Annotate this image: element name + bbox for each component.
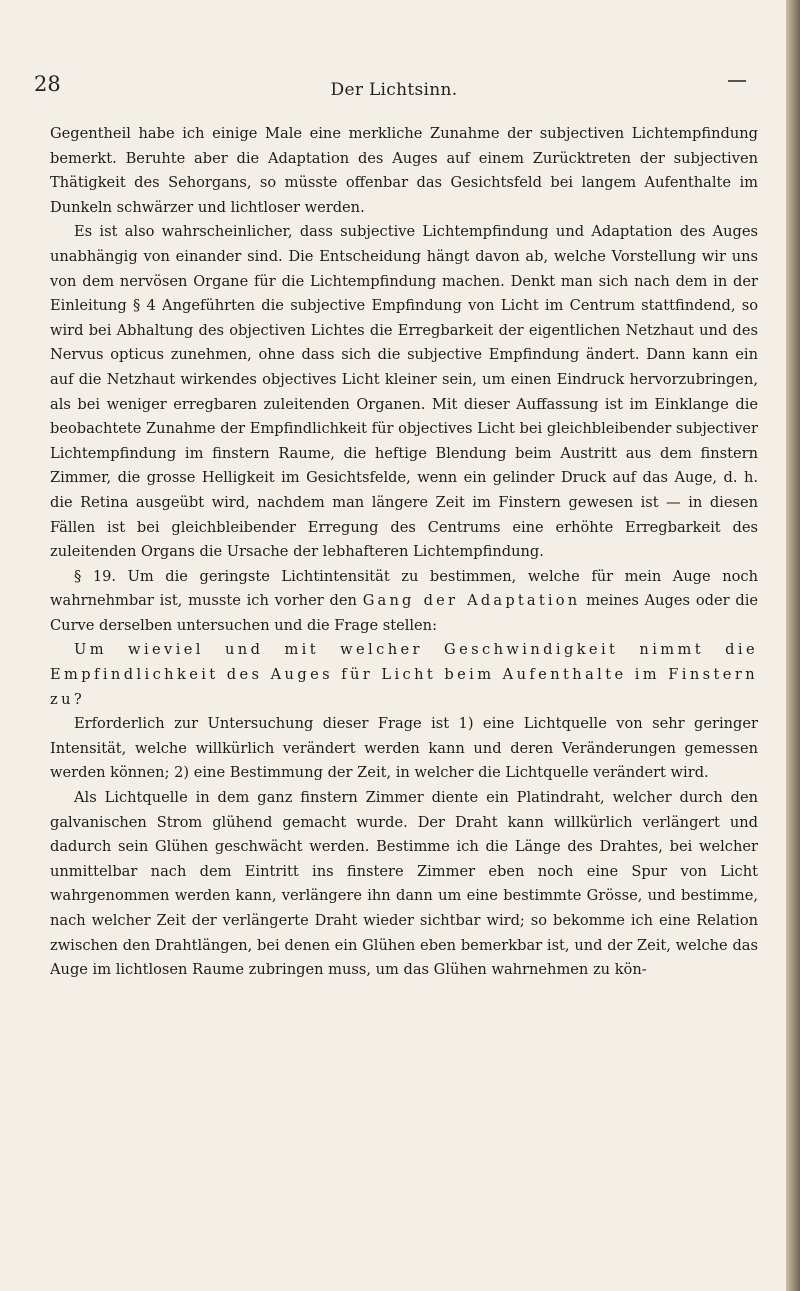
paragraph-requirements: Erforderlich zur Untersuchung dieser Frage ist 1) eine Lichtquelle von sehr geringer Intensität, welche willkürlich verändert werden kann und deren Veränderungen gemessen werden können; 2) eine Bestimmung der Zeit, in welcher die Lichtquelle verändert wird. bbox=[50, 715, 758, 782]
section-intro-before: Um die geringste Lichtintensität zu bestimmen, welche für mein Auge noch wahrnehmbar ist, musste ich vorher den bbox=[50, 567, 758, 610]
page-number: 28 bbox=[34, 72, 61, 96]
page-edge bbox=[786, 0, 800, 1291]
running-head bbox=[34, 72, 754, 112]
section-intro-emphasis: Gang der Adaptation bbox=[362, 592, 581, 610]
corner-mark bbox=[728, 80, 746, 82]
paragraph-2: Es ist also wahrscheinlicher, dass subjective Lichtempfindung und Adaptation des Auges unabhängig von einander sind. Die Entscheidung hängt davon ab, welche Vorstellung wir uns von dem nervösen Organe für die Lichtempfindung machen. Denkt man sich nach dem in der Einleitung § 4 Angeführten die subjective Empfindung von Licht im Centrum stattfindend, so wird bei Abhaltung des objectiven Lichtes die Erregbarkeit der eigentlichen Netzhaut und des Nervus opticus zunehmen, ohne dass sich die subjective Empfindung ändert. Dann kann ein auf die Netzhaut wirkendes objectives Licht kleiner sein, um einen Eindruck hervorzubringen, als bei weniger erregbaren zuleitenden Organen. Mit dieser Auffassung ist im Einklange die beobachtete Zunahme der Empfindlichkeit für objectives Licht bei gleichbleibender subjectiver Lichtempfindung im finstern Raume, die heftige Blendung beim Austritt aus dem finstern Zimmer, die grosse Helligkeit im Gesichtsfelde, wenn ein gelinder Druck auf das Auge, d. h. die Retina ausgeübt wird, nachdem man längere Zeit im Finstern gewesen ist — in diesen Fällen ist bei gleichbleibender Erregung des Centrums eine erhöhte Erregbarkeit des zuleitenden Organs die Ursache der lebhafteren Lichtempfindung. bbox=[50, 223, 758, 561]
running-title: Der Lichtsinn. bbox=[330, 80, 458, 100]
section-19-intro bbox=[50, 565, 758, 639]
section-number: § 19. bbox=[74, 567, 117, 585]
paragraph-light-source: Als Lichtquelle in dem ganz finstern Zimmer diente ein Platindraht, welcher durch den galvanischen Strom glühend gemacht wurde. Der Draht kann willkürlich verlängert und dadurch sein Glühen geschwächt werden. Bestimme ich die Länge des Drahtes, bei welcher unmittelbar nach dem Eintritt ins finstere Zimmer eben noch eine Spur von Licht wahrgenommen werden kann, verlängere ihn dann um eine bestimmte Grösse, und bestimme, nach welcher Zeit der verlängerte Draht wieder sichtbar wird; so bekomme ich eine Relation zwischen den Drahtlängen, bei denen ein Glühen eben bemerkbar ist, und der Zeit, welche das Auge im lichtlosen Raume zubringen muss, um das Glühen wahrnehmen zu kön- bbox=[50, 789, 758, 979]
body-text bbox=[50, 122, 758, 983]
section-intro-after: meines Auges oder die Curve derselben untersuchen und die Frage stellen: bbox=[50, 592, 759, 634]
paragraph-1: Gegentheil habe ich einige Male eine merkliche Zunahme der subjectiven Lichtempfindung bemerkt. Beruhte aber die Adaptation des Auges auf einem Zurücktreten der subjectiven Thätigkeit des Sehorgans, so müsste offenbar das Gesichtsfeld bei langem Aufenthalte im Dunkeln schwärzer und lichtloser werden. bbox=[50, 125, 758, 216]
research-question: Um wieviel und mit welcher Geschwindigkeit nimmt die Empfindlichkeit des Auges für Licht beim Aufenthalte im Finstern zu? bbox=[50, 641, 758, 708]
